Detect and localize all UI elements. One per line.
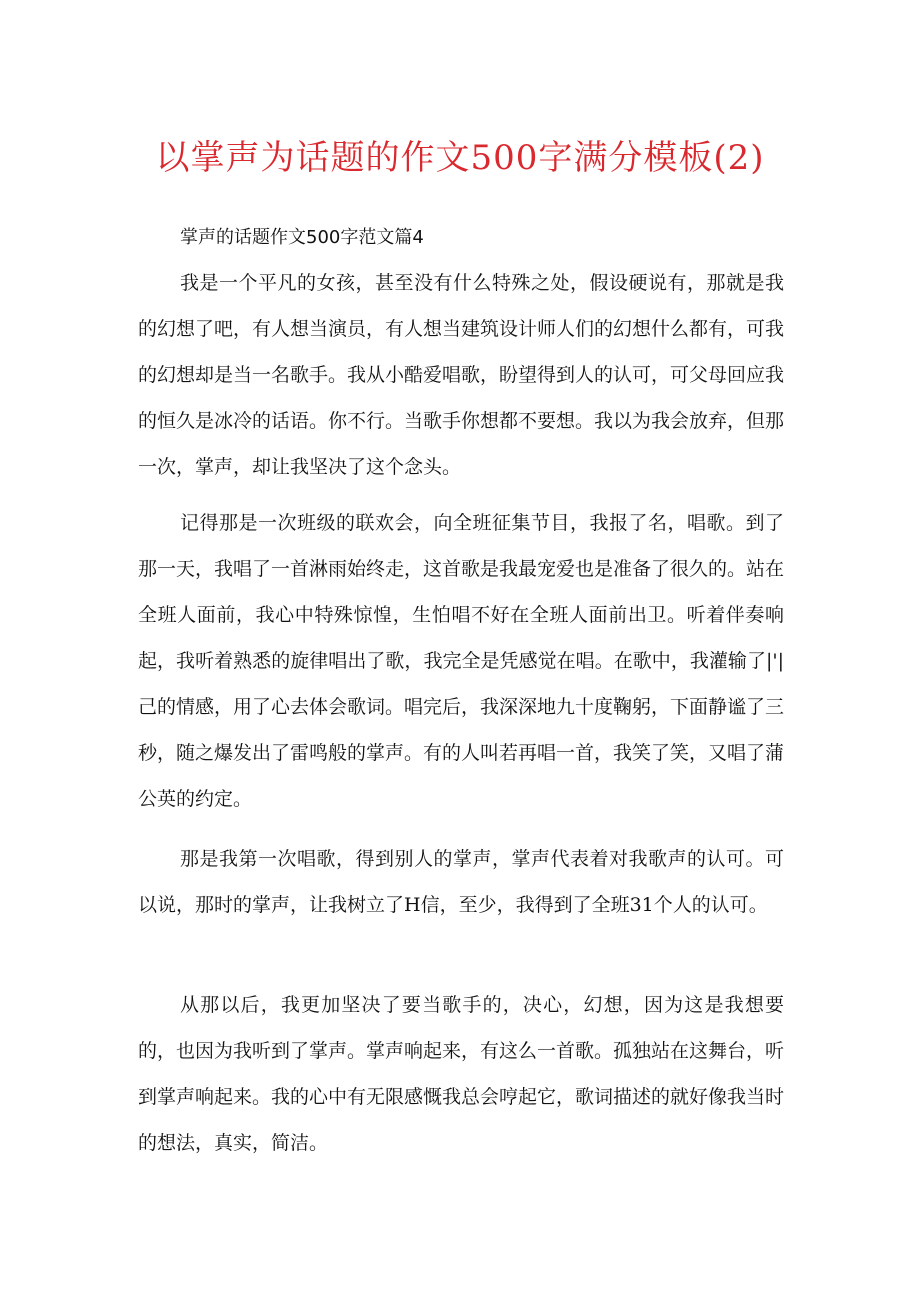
paragraph-1: 我是一个平凡的女孩，甚至没有什么特殊之处，假设硬说有，那就是我的幻想了吧，有人想当演员，有人想当建筑设计师人们的幻想什么都有，可我的幻想却是当一名歌手。我从小酷爱唱歌，盼望得到人的认可，可父母回应我的恒久是冰冷的话语。你不行。当歌手你想都不要想。我以为我会放弃，但那一次，掌声，却让我坚决了这个念头。 bbox=[138, 272, 785, 478]
paragraph-3: 那是我第一次唱歌，得到别人的掌声，掌声代表着对我歌声的认可。可以说，那时的掌声，让我树立了H信，至少，我得到了全班31个人的认可。 bbox=[138, 848, 784, 916]
paragraph-4: 从那以后，我更加坚决了要当歌手的，决心，幻想，因为这是我想要的，也因为我听到了掌声。掌声响起来，有这么一首歌。孤独站在这舞台，听到掌声响起来。我的心中有无限感慨我总会哼起它，歌词描述的就好像我当时的想法，真实，简洁。 bbox=[138, 994, 785, 1154]
section-subtitle: 掌声的话题作文500字范文篇4 bbox=[180, 227, 424, 248]
paragraph-2: 记得那是一次班级的联欢会，向全班征集节目，我报了名，唱歌。到了那一天，我唱了一首淋雨始终走，这首歌是我最宠爱也是准备了很久的。站在全班人面前，我心中特殊惊惶，生怕唱不好在全班人面前出卫。听着伴奏响起，我听着熟悉的旋律唱出了歌，我完全是凭感觉在唱。在歌中，我灌输了|'|己的情感，用了心去体会歌词。唱完后，我深深地九十度鞠躬，下面静谧了三秒，随之爆发出了雷鸣般的掌声。有的人叫若再唱一首，我笑了笑，又唱了蒲公英的约定。 bbox=[138, 512, 785, 810]
document-title: 以掌声为话题的作文500字满分模板(2) bbox=[155, 138, 765, 178]
